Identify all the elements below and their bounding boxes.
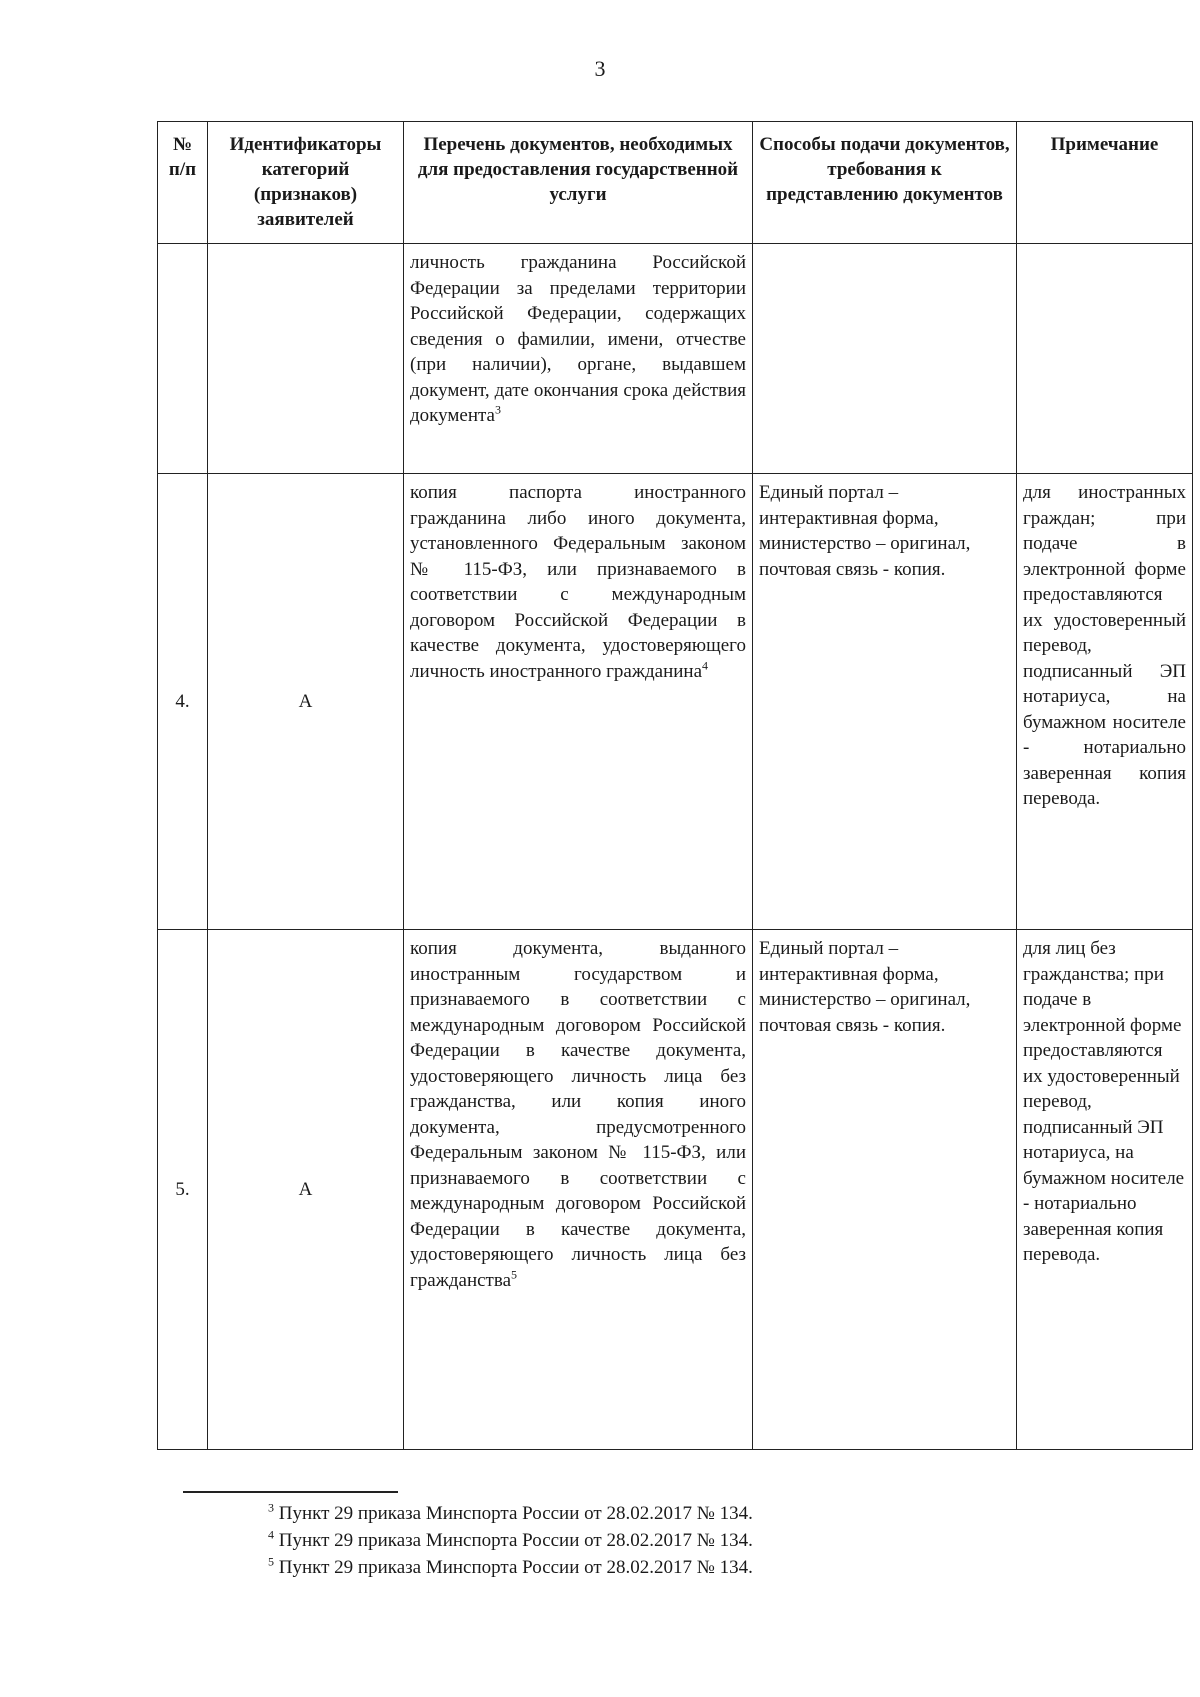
row-documents-text: личность гражданина Российской Федерации за пределами территории Российской Федерации, содержащих сведения о фамилии, имени, отчестве (при наличии), органе, выдавшем документ, дате окончания срока действия документа [410, 252, 746, 426]
header-category: Идентификаторы категорий (признаков) заявителей [208, 122, 404, 244]
row-documents [404, 474, 753, 930]
footnote-ref: 3 [494, 402, 501, 417]
footnote [268, 1554, 753, 1581]
header-note: Примечание [1017, 122, 1193, 244]
row-number [158, 244, 208, 474]
header-documents: Перечень документов, необходимых для предоставления государственной услуги [404, 122, 753, 244]
row-note: для лиц без гражданства; при подаче в электронной форме предоставляются их удостоверенный перевод, подписанный ЭП нотариуса, на бумажном носителе - нотариально заверенная копия перевода. [1017, 930, 1193, 1450]
footnote-text: Пункт 29 приказа Минспорта России от 28.02.2017 № 134. [278, 1503, 753, 1524]
row-methods [753, 244, 1017, 474]
row-documents [404, 930, 753, 1450]
row-note [1017, 244, 1193, 474]
row-documents-text: копия документа, выданного иностранным государством и признаваемого в соответствии с международным договором Российской Федерации в качестве документа, удостоверяющего личность лица без гражданства, или копия иного документа, предусмотренного Федеральным законом № 115-ФЗ, или признаваемого в соответствии с международным договором Российской Федерации в качестве документа, удостоверяющего личность лица без гражданства [410, 938, 746, 1291]
documents-table [157, 121, 1193, 1450]
row-category: А [208, 474, 404, 930]
footnote [268, 1527, 753, 1554]
header-number: № п/п [158, 122, 208, 244]
footnote-separator [183, 1491, 398, 1493]
footnote-mark: 4 [268, 1527, 274, 1542]
footnotes [268, 1500, 753, 1581]
page-number: 3 [594, 56, 606, 81]
footnote-text: Пункт 29 приказа Минспорта России от 28.02.2017 № 134. [278, 1557, 753, 1578]
footnote-ref: 4 [702, 658, 709, 673]
row-category: А [208, 930, 404, 1450]
row-methods: Единый портал – интерактивная форма, министерство – оригинал, почтовая связь - копия. [753, 930, 1017, 1450]
footnote [268, 1500, 753, 1527]
row-number: 5. [158, 930, 208, 1450]
row-documents-text: копия паспорта иностранного гражданина либо иного документа, установленного Федеральным законом № 115-ФЗ, или признаваемого в соответствии с международным договором Российской Федерации в качестве документа, удостоверяющего личность иностранного гражданина [410, 482, 746, 682]
row-note: для иностранных граждан; при подаче в электронной форме предоставляются их удостоверенный перевод, подписанный ЭП нотариуса, на бумажном носителе - нотариально заверенная копия перевода. [1017, 474, 1193, 930]
row-methods: Единый портал – интерактивная форма, министерство – оригинал, почтовая связь - копия. [753, 474, 1017, 930]
footnote-mark: 5 [268, 1554, 274, 1569]
table-row [158, 474, 1193, 930]
row-documents [404, 244, 753, 474]
row-number: 4. [158, 474, 208, 930]
table-header-row [158, 122, 1193, 244]
footnote-text: Пункт 29 приказа Минспорта России от 28.02.2017 № 134. [278, 1530, 753, 1551]
footnote-ref: 5 [511, 1267, 518, 1282]
table-row [158, 244, 1193, 474]
row-category [208, 244, 404, 474]
header-methods: Способы подачи документов, требования к представлению документов [753, 122, 1017, 244]
footnote-mark: 3 [268, 1500, 274, 1515]
table-row [158, 930, 1193, 1450]
